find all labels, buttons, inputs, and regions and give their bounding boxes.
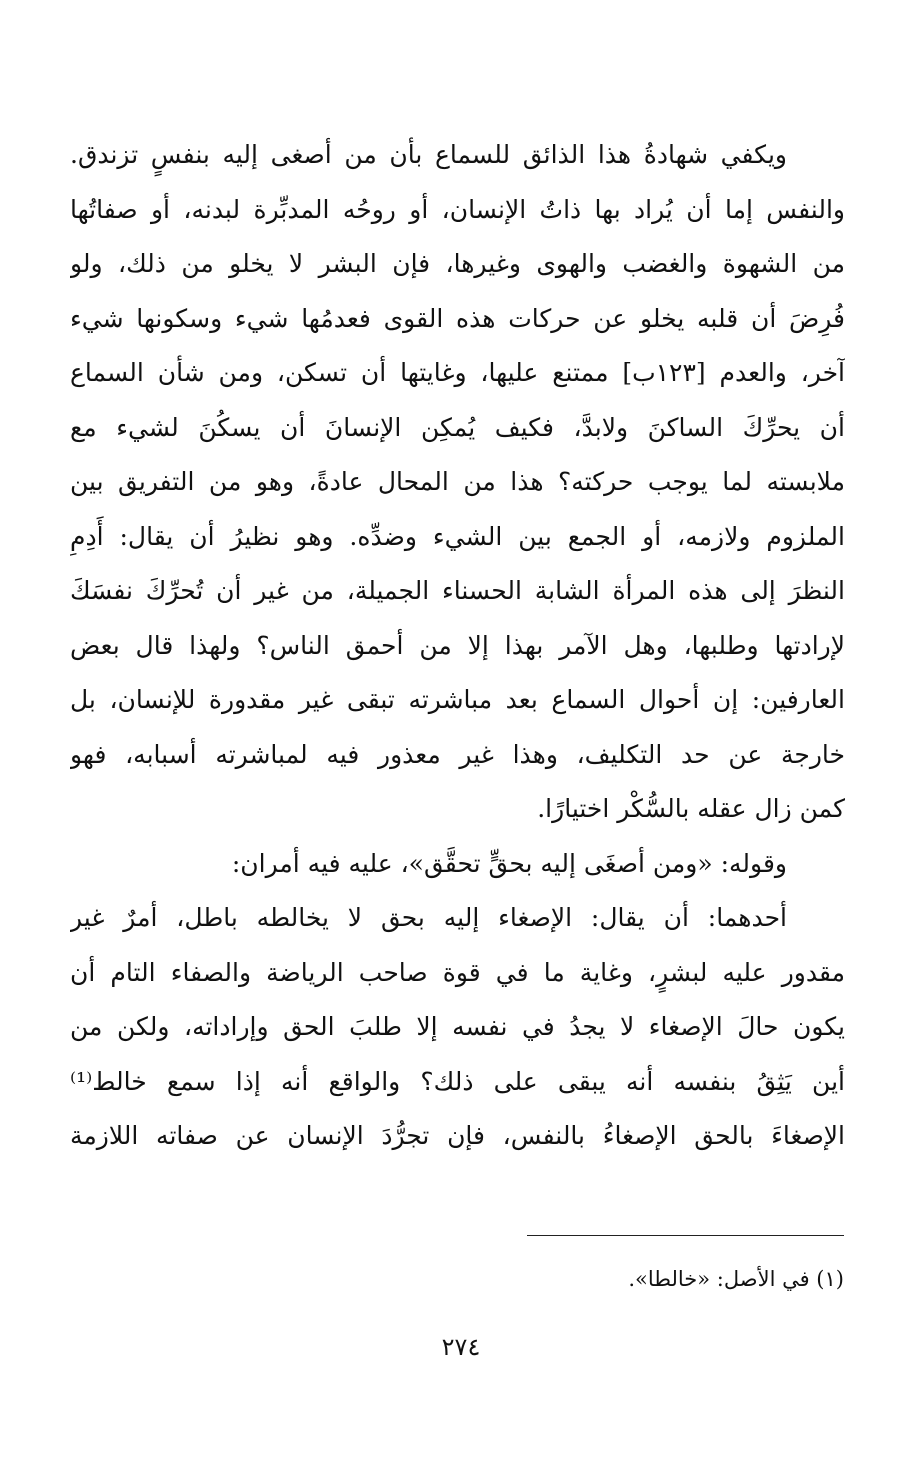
text-line: يكون حالَ الإصغاء لا يجدُ في نفسه إلا طلبَ الحق وإراداته، ولكن من [70, 1012, 845, 1041]
text-line: من الشهوة والغضب والهوى وغيرها، فإن البشر لا يخلو من ذلك، ولو [70, 249, 845, 278]
page-number: ٢٧٤ [441, 1333, 481, 1361]
text-line: خارجة عن حد التكليف، وهذا غير معذور فيه لمباشرته أسبابه، فهو [70, 739, 845, 769]
text-line: العارفين: إن أحوال السماع بعد مباشرته تبقى غير مقدورة للإنسان، بل [70, 685, 845, 714]
text-line: والنفس إما أن يُراد بها ذاتُ الإنسان، أو روحُه المدبِّرة لبدنه، أو صفاتُها [70, 194, 845, 224]
text-line: آخر، والعدم [١٢٣ب] ممتنع عليها، وغايتها أن تسكن، ومن شأن السماع [70, 358, 845, 387]
text-line: فُرِضَ أن قلبه يخلو عن حركات هذه القوى فعدمُها شيء وسكونها شيء [70, 303, 845, 333]
text-line: ويكفي شهادةُ هذا الذائق للسماع بأن من أصغى إليه بنفسٍ تزندق. [70, 140, 787, 169]
footnote: (١) في الأصل: «خالطا». [628, 1267, 844, 1291]
footnote-divider [527, 1235, 844, 1236]
body-text [70, 128, 845, 1164]
text-line: أين يَثِقُ بنفسه أنه يبقى على ذلك؟ والواقع أنه إذا سمع خالط⁽¹⁾ [70, 1066, 845, 1096]
text-line: وقوله: «ومن أصغَى إليه بحقٍّ تحقَّق»، عليه فيه أمران: [231, 848, 787, 878]
text-line: كمن زال عقله بالسُّكْر اختيارًا. [537, 794, 845, 823]
text-line: مقدور عليه لبشرٍ، وغاية ما في قوة صاحب الرياضة والصفاء التام أن [70, 957, 845, 987]
text-line: أن يحرِّكَ الساكنَ ولابدَّ، فكيف يُمكِن الإنسانَ أن يسكُنَ لشيء مع [70, 412, 845, 442]
text-line: الإصغاءَ بالحق الإصغاءُ بالنفس، فإن تجرُّدَ الإنسان عن صفاته اللازمة [70, 1121, 845, 1150]
text-line: النظرَ إلى هذه المرأة الشابة الحسناء الجميلة، من غير أن تُحرِّكَ نفسَكَ [70, 576, 845, 605]
text-line: أحدهما: أن يقال: الإصغاء إليه بحق لا يخالطه باطل، أمرٌ غير [70, 903, 787, 932]
text-line: الملزوم ولازمه، أو الجمع بين الشيء وضدِّه. وهو نظيرُ أن يقال: أَدِمِ [70, 521, 845, 551]
text-line: لإرادتها وطلبها، وهل الآمر بهذا إلا من أحمق الناس؟ ولهذا قال بعض [70, 630, 845, 660]
text-line: ملابسته لما يوجب حركته؟ هذا من المحال عادةً، وهو من التفريق بين [70, 467, 845, 496]
